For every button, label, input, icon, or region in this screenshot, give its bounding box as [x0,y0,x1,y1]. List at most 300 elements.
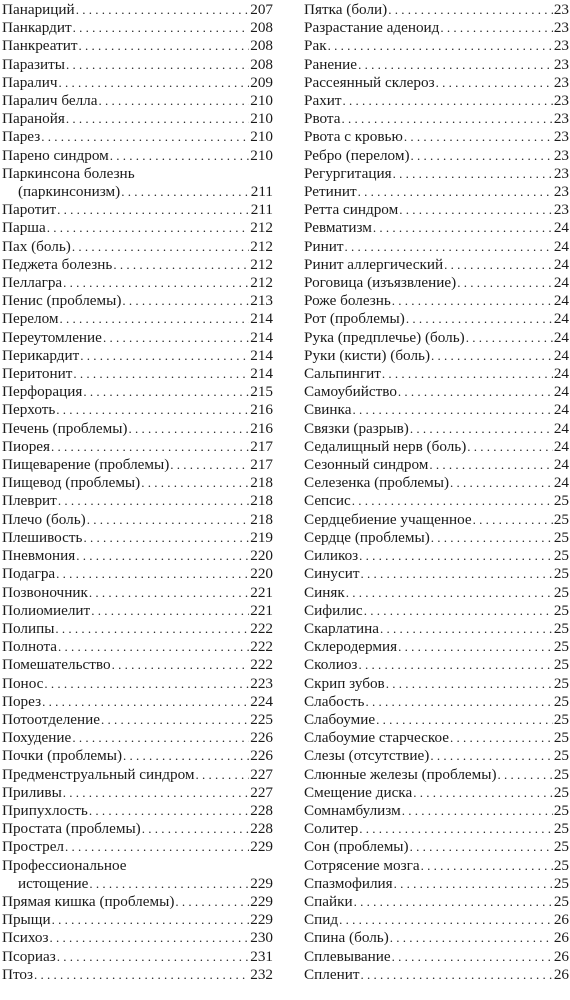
dot-leader [56,565,249,583]
entry-page-number: 217 [250,437,273,455]
entry-page-number: 229 [250,874,273,892]
index-entry [304,529,569,547]
index-entry [304,56,569,74]
entry-page-number: 217 [250,456,273,474]
entry-term: Пневмония [2,547,76,565]
entry-term: Печень (проблемы) [2,419,128,437]
index-entry [2,383,273,401]
entry-term: Птоз [2,965,33,983]
dot-leader [57,948,249,966]
dot-leader [413,784,553,802]
index-entry [2,893,273,911]
entry-term: Панариций [2,1,75,18]
entry-page-number: 212 [250,274,273,292]
entry-term: Ребро (перелом) [304,146,410,164]
index-entry [304,820,569,838]
index-entry [2,529,273,547]
index-entry [304,219,569,237]
entry-page-number: 24 [553,401,569,419]
index-entry [2,711,273,729]
entry-page-number: 23 [553,110,569,128]
index-entry [2,820,273,838]
index-entry [304,438,569,456]
entry-term: Полиомиелит [2,601,91,619]
entry-term: Ревматизм [304,219,372,237]
entry-page-number: 228 [250,820,273,838]
entry-term: Перфорация [2,383,83,401]
index-entry [2,656,273,674]
entry-page-number: 214 [250,310,273,328]
entry-term: Рвота с кровью [304,128,403,146]
entry-page-number: 24 [553,219,569,237]
dot-leader [72,238,249,256]
entry-page-number: 25 [553,692,569,710]
index-entry [304,347,569,365]
index-entry [304,620,569,638]
entry-term: Самоубийство [304,383,397,401]
entry-page-number: 25 [553,801,569,819]
dot-leader [63,784,249,802]
dot-leader [65,838,249,856]
entry-page-number: 23 [553,73,569,91]
dot-leader [354,893,553,911]
dot-leader [113,256,249,274]
dot-leader [365,693,552,711]
entry-page-number: 25 [553,747,569,765]
entry-page-number: 224 [250,692,273,710]
entry-page-number: 24 [553,383,569,401]
index-entry [2,584,273,602]
entry-term: Сердцебиение учащенное [304,510,472,528]
entry-page-number: 208 [250,55,273,73]
dot-leader [83,383,249,401]
index-entry [2,784,273,802]
dot-leader [59,74,250,92]
entry-term: Смещение диска [304,783,413,801]
dot-leader [386,675,553,693]
entry-term: Потоотделение [2,710,101,728]
entry-page-number: 25 [553,601,569,619]
dot-leader [450,474,553,492]
entry-page-number: 23 [553,37,569,55]
entry-page-number: 221 [250,601,273,619]
index-entry [304,857,569,875]
entry-page-number: 24 [553,292,569,310]
entry-term: Переутомление [2,328,102,346]
index-entry [2,401,273,419]
index-entry [304,147,569,165]
index-entry [2,37,273,55]
dot-leader [80,347,249,365]
index-entry [304,747,569,765]
entry-term: Парено синдром [2,146,109,164]
index-entry [304,638,569,656]
dot-leader [359,820,553,838]
index-entry [2,766,273,784]
entry-page-number: 227 [250,783,273,801]
index-entry [304,274,569,292]
index-entry [2,547,273,565]
entry-page-number: 25 [553,674,569,692]
entry-page-number: 214 [250,328,273,346]
dot-leader [473,511,553,529]
entry-page-number: 214 [250,365,273,383]
index-entry [304,329,569,347]
entry-term: Прострел [2,838,65,856]
dot-leader [51,438,249,456]
index-entry [304,802,569,820]
entry-term: Почки (проблемы) [2,747,123,765]
entry-page-number: 207 [250,1,273,18]
entry-page-number: 24 [553,237,569,255]
dot-leader [121,183,250,201]
entry-page-number: 25 [553,638,569,656]
entry-page-number: 208 [250,37,273,55]
dot-leader [421,857,553,875]
dot-leader [89,584,249,602]
entry-page-number: 210 [250,92,273,110]
entry-page-number: 212 [250,219,273,237]
index-entry [304,74,569,92]
entry-term: Сифилис [304,601,363,619]
dot-leader [83,529,249,547]
dot-leader [128,420,249,438]
index-entry [304,201,569,219]
entry-term: Слабоумие старческое [304,729,450,747]
dot-leader [352,492,553,510]
entry-term: Скрип зубов [304,674,385,692]
entry-page-number: 26 [553,965,569,983]
dot-leader [76,1,250,19]
entry-page-number: 25 [553,765,569,783]
entry-page-number: 225 [250,710,273,728]
index-entry [304,911,569,929]
entry-page-number: 25 [553,710,569,728]
entry-page-number: 214 [250,346,273,364]
dot-leader [394,875,553,893]
entry-term: Понос [2,674,44,692]
entry-term: Слезы (отсутствие) [304,747,430,765]
index-entry [304,547,569,565]
entry-page-number: 222 [250,638,273,656]
dot-leader [398,383,553,401]
dot-leader [44,675,249,693]
entry-term: Пенис (проблемы) [2,292,122,310]
index-entry [2,675,273,693]
dot-leader [358,183,553,201]
index-entry [2,638,273,656]
entry-page-number: 211 [250,183,273,201]
index-entry [2,329,273,347]
entry-term: Порез [2,692,42,710]
entry-page-number: 24 [553,437,569,455]
entry-page-number: 215 [250,383,273,401]
entry-term: Сальпингит [304,365,381,383]
entry-term: Перикардит [2,346,80,364]
entry-page-number: 23 [553,1,569,18]
index-entry [304,766,569,784]
entry-term: Связки (разрыв) [304,419,409,437]
dot-leader [103,329,249,347]
index-entry [304,511,569,529]
entry-page-number: 25 [553,547,569,565]
entry-term: Сепсис [304,492,351,510]
index-column-right [304,1,569,984]
dot-leader [399,201,553,219]
dot-leader [73,19,250,37]
index-entry [304,383,569,401]
index-entry [2,128,273,146]
dot-leader [466,329,553,347]
entry-term: Перитонит [2,365,73,383]
index-entry [304,948,569,966]
dot-leader [358,56,553,74]
entry-term: Рвота [304,110,341,128]
index-entry [304,456,569,474]
entry-term-continuation: (паркинсонизм) [18,183,121,201]
index-entry [304,729,569,747]
dot-leader [339,911,553,929]
entry-page-number: 23 [553,183,569,201]
dot-leader [112,656,250,674]
entry-term: Перхоть [2,401,56,419]
entry-page-number: 26 [553,929,569,947]
entry-term: Похудение [2,729,72,747]
dot-leader [444,256,553,274]
entry-term: Ринит [304,237,344,255]
entry-term: Пиорея [2,437,51,455]
index-entry [2,802,273,820]
index-entry [2,310,273,328]
index-entry [304,584,569,602]
dot-leader [373,219,553,237]
dot-leader [41,128,249,146]
entry-page-number: 226 [250,747,273,765]
entry-term: Свинка [304,401,352,419]
dot-leader [66,110,249,128]
entry-page-number: 220 [250,565,273,583]
index-entry [2,929,273,947]
index-entry [2,911,273,929]
dot-leader [392,948,553,966]
dot-leader [76,547,249,565]
entry-term: Псориаз [2,947,56,965]
entry-page-number: 23 [553,19,569,37]
index-entry [2,948,273,966]
index-entry [2,693,273,711]
index-entry [304,711,569,729]
dot-leader [457,274,553,292]
index-entry [2,238,273,256]
dot-leader [328,37,553,55]
entry-term: Слабость [304,692,365,710]
dot-leader [392,292,553,310]
entry-term: Ретинит [304,183,357,201]
entry-page-number: 25 [553,565,569,583]
index-entry [2,492,273,510]
entry-term: Пятка (боли) [304,1,388,18]
entry-term: Сон (проблемы) [304,838,409,856]
index-entry [304,492,569,510]
index-entry [2,838,273,856]
entry-term: Предменструальный синдром [2,765,195,783]
entry-term: Прыщи [2,911,51,929]
index-entry [304,110,569,128]
entry-page-number: 23 [553,55,569,73]
index-entry [2,420,273,438]
dot-leader [79,37,250,55]
entry-term: Рак [304,37,327,55]
dot-leader [101,711,249,729]
entry-page-number: 23 [553,146,569,164]
index-entry [304,602,569,620]
entry-page-number: 218 [250,474,273,492]
dot-leader [360,966,552,984]
dot-leader [60,310,250,328]
index-entry [304,784,569,802]
dot-leader [380,620,553,638]
index-entry [2,747,273,765]
index-entry [2,292,273,310]
entry-term: Пеллагра [2,274,63,292]
entry-term: Приливы [2,783,62,801]
index-entry [2,857,273,893]
entry-page-number: 25 [553,492,569,510]
entry-page-number: 212 [250,237,273,255]
entry-page-number: 211 [250,201,273,219]
entry-term: Перелом [2,310,59,328]
index-entry [2,56,273,74]
dot-leader [175,893,249,911]
entry-term: Склеродермия [304,638,398,656]
dot-leader [430,747,552,765]
entry-term: Плешивость [2,528,83,546]
index-entry [304,656,569,674]
entry-term: Силикоз [304,547,359,565]
index-entry [304,365,569,383]
entry-page-number: 26 [553,947,569,965]
entry-term: Ранение [304,55,358,73]
entry-page-number: 210 [250,146,273,164]
entry-term: Сомнамбулизм [304,801,401,819]
entry-term: Скарлатина [304,619,379,637]
index-entry [2,474,273,492]
entry-page-number: 26 [553,911,569,929]
entry-term: Спина (боль) [304,929,389,947]
dot-leader [170,456,249,474]
entry-page-number: 25 [553,783,569,801]
dot-leader [361,565,553,583]
dot-leader [402,802,553,820]
dot-leader [440,19,552,37]
entry-term: Сезонный синдром [304,456,429,474]
index-entry [2,365,273,383]
entry-page-number: 24 [553,328,569,346]
entry-page-number: 222 [250,619,273,637]
entry-page-number: 24 [553,365,569,383]
dot-leader [404,128,553,146]
entry-page-number: 218 [250,510,273,528]
dot-leader [89,802,249,820]
entry-page-number: 25 [553,656,569,674]
index-entry [304,929,569,947]
entry-page-number: 210 [250,128,273,146]
entry-term: Слабоумие [304,710,376,728]
entry-page-number: 229 [250,911,273,929]
dot-leader [58,492,249,510]
entry-page-number: 222 [250,656,273,674]
dot-leader [343,92,553,110]
entry-page-number: 24 [553,474,569,492]
entry-term: Психоз [2,929,49,947]
index-entry [2,274,273,292]
entry-term: Рассеянный склероз [304,73,435,91]
dot-leader [47,219,249,237]
dot-leader [376,711,553,729]
entry-term: Полнота [2,638,58,656]
dot-leader [57,201,250,219]
dot-leader [56,401,249,419]
entry-page-number: 220 [250,547,273,565]
entry-term-continuation: истощение [18,874,89,892]
entry-page-number: 24 [553,456,569,474]
dot-leader [34,966,249,984]
index-entry [2,438,273,456]
dot-leader [346,584,553,602]
entry-page-number: 223 [250,674,273,692]
entry-term: Рахит [304,92,342,110]
dot-leader [91,602,249,620]
entry-term: Спайки [304,892,353,910]
dot-leader [110,147,249,165]
dot-leader [142,820,249,838]
index-entry [2,602,273,620]
entry-term: Паралич белла [2,92,98,110]
dot-leader [450,729,553,747]
index-entry [304,92,569,110]
dot-leader [341,110,552,128]
dot-leader [398,638,553,656]
index-entry [304,565,569,583]
entry-page-number: 228 [250,801,273,819]
entry-page-number: 23 [553,92,569,110]
entry-term: Руки (кисти) (боль) [304,346,431,364]
index-entry [304,1,569,19]
dot-leader [196,766,250,784]
index-entry [304,128,569,146]
entry-term: Рука (предплечье) (боль) [304,328,465,346]
entry-page-number: 24 [553,310,569,328]
entry-term: Паразиты [2,55,66,73]
index-entry [304,838,569,856]
index-entry [2,19,273,37]
entry-term: Разрастание аденоид [304,19,440,37]
index-entry [2,620,273,638]
dot-leader [390,929,553,947]
index-entry [304,183,569,201]
index-entry [2,219,273,237]
entry-page-number: 219 [250,528,273,546]
entry-page-number: 23 [553,164,569,182]
entry-page-number: 23 [553,201,569,219]
entry-term: Панкреатит [2,37,78,55]
index-entry [2,456,273,474]
dot-leader [52,911,250,929]
entry-term: Сколиоз [304,656,358,674]
entry-page-number: 216 [250,401,273,419]
entry-page-number: 25 [553,619,569,637]
entry-term: Ринит аллергический [304,255,444,273]
